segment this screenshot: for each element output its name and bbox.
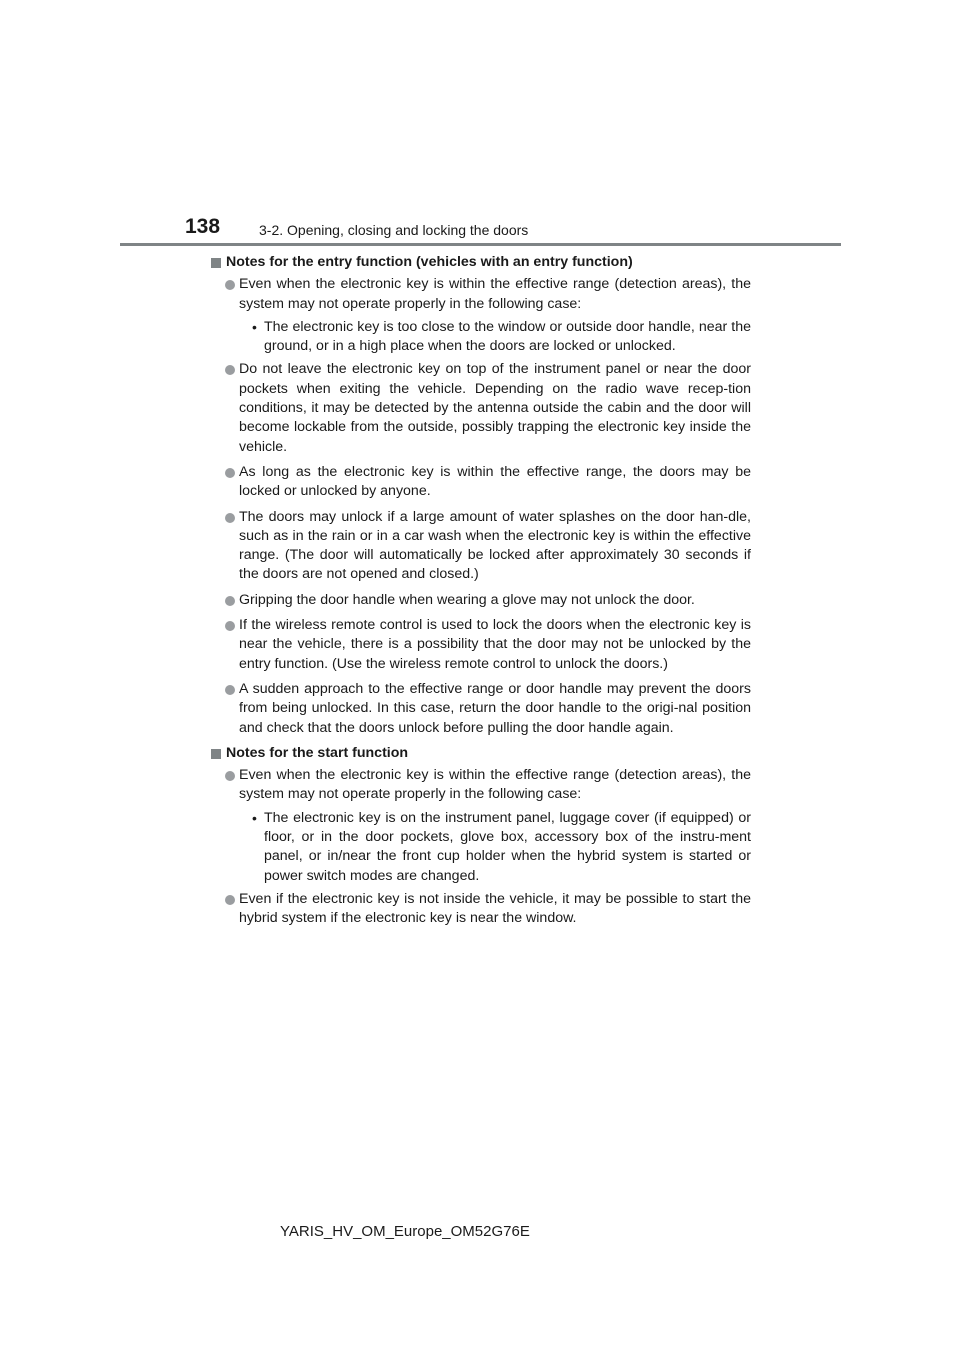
- list-item-text: Gripping the door handle when wearing a glove may not unlock the door.: [239, 591, 695, 608]
- section-heading-text: Notes for the start function: [226, 744, 409, 761]
- sub-list-item-text: The electronic key is on the instrument panel, luggage cover (if equipped) or floor, or in the door pockets, glove box, accessory box of the instru-ment panel, or in/near the front cup holder when the hybrid system is started or power switch modes are changed.: [264, 809, 751, 884]
- section-heading-start-function: [211, 744, 751, 763]
- list-item-text: A sudden approach to the effective range or door handle may prevent the doors from being unlocked. In this case, return the door handle to the origi-nal position and check that the doors unlock before pulling the door handle again.: [239, 680, 751, 736]
- section-heading-entry-function: [211, 253, 751, 272]
- list-item: [211, 766, 751, 805]
- sub-list-item-text: The electronic key is too close to the window or outside door handle, near the ground, or in a high place when the doors are locked or unlocked.: [264, 318, 751, 355]
- list-item-text: As long as the electronic key is within the effective range, the doors may be locked or unlocked by anyone.: [239, 463, 751, 500]
- list-item: [211, 275, 751, 314]
- list-item: [211, 616, 751, 674]
- circle-bullet-icon: [225, 596, 235, 606]
- chapter-title: 3-2. Opening, closing and locking the doors: [259, 222, 529, 238]
- circle-bullet-icon: [225, 513, 235, 523]
- circle-bullet-icon: [225, 771, 235, 781]
- dot-bullet-icon: •: [252, 318, 257, 335]
- list-item: [211, 680, 751, 738]
- list-item-text: Even if the electronic key is not inside the vehicle, it may be possible to start the hybrid system if the electronic key is near the window.: [239, 890, 751, 927]
- page-header: [0, 0, 960, 250]
- list-item: [211, 591, 751, 610]
- list-item: [211, 463, 751, 502]
- page-number: 138: [185, 215, 221, 238]
- circle-bullet-icon: [225, 365, 235, 375]
- circle-bullet-icon: [225, 621, 235, 631]
- list-item: [211, 508, 751, 585]
- list-item-text: Even when the electronic key is within the effective range (detection areas), the system may not operate properly in the following case:: [239, 276, 751, 312]
- circle-bullet-icon: [225, 468, 235, 478]
- dot-bullet-icon: •: [252, 809, 257, 826]
- document-code: YARIS_HV_OM_Europe_OM52G76E: [280, 1223, 530, 1240]
- page-content: [211, 253, 751, 935]
- circle-bullet-icon: [225, 895, 235, 905]
- list-item-text: Do not leave the electronic key on top of the instrument panel or near the door pockets when exiting the vehicle. Depending on the radio wave recep-tion conditions, it may be detected by the antenna outside the cabin and the door will become lockable from the outside, possibly trapping the electronic key inside the vehicle.: [239, 361, 751, 455]
- sub-list-item: [211, 318, 751, 357]
- list-item: [211, 890, 751, 929]
- list-item-text: If the wireless remote control is used to lock the doors when the electronic key is near the vehicle, there is a possibility that the door may not be unlocked by the entry function. (Use the wireless remote control to unlock the doors.): [239, 617, 751, 672]
- square-bullet-icon: [211, 749, 221, 759]
- circle-bullet-icon: [225, 685, 235, 695]
- sub-list-item: [211, 809, 751, 886]
- list-item-text: Even when the electronic key is within the effective range (detection areas), the system may not operate properly in the following case:: [239, 767, 751, 803]
- square-bullet-icon: [211, 258, 221, 268]
- circle-bullet-icon: [225, 280, 235, 290]
- header-divider: [120, 243, 841, 246]
- section-heading-text: Notes for the entry function (vehicles with an entry function): [226, 254, 633, 270]
- list-item-text: The doors may unlock if a large amount of water splashes on the door han-dle, such as in the rain or in a car wash when the electronic key is within the effective range. (The door will automatically be locked after approximately 30 seconds if the doors are not opened and closed.): [239, 508, 751, 583]
- list-item: [211, 360, 751, 456]
